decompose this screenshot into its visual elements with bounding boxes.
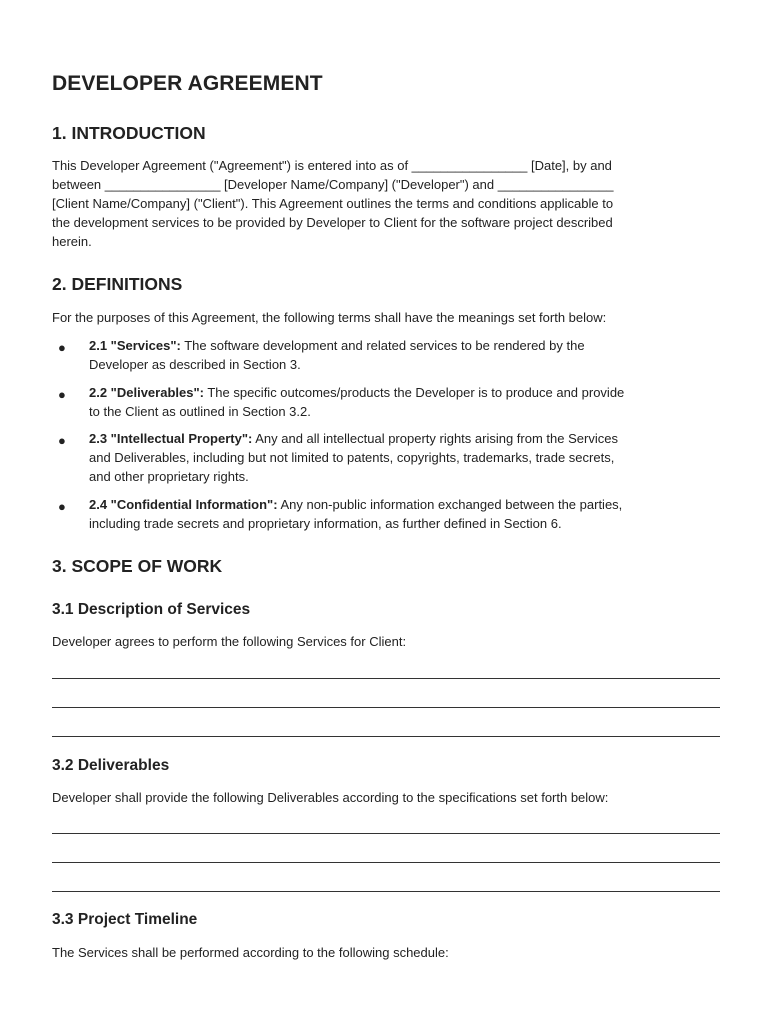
bullet-icon: ● [58, 498, 66, 514]
section-heading-definitions: 2. DEFINITIONS [52, 274, 183, 294]
definition-text: Developer as described in Section 3. [89, 357, 301, 372]
definition-term: 2.1 "Services": [89, 338, 181, 353]
section-heading-introduction: 1. INTRODUCTION [52, 123, 206, 143]
subsection-heading-deliverables: 3.2 Deliverables [52, 757, 170, 774]
definition-term: 2.2 "Deliverables": [89, 384, 204, 400]
definitions-lead: For the purposes of this Agreement, the following terms shall have the meanings set forth below: [52, 310, 607, 325]
subsection-heading-project-timeline: 3.3 Project Timeline [52, 911, 198, 928]
intro-line: between ________________ [Developer Name/Company] ("Developer") and ________________ [52, 177, 614, 192]
definition-item-deliverables [52, 383, 720, 421]
services-blank-line[interactable] [52, 666, 720, 679]
services-lead: Developer agrees to perform the following Services for Client: [52, 634, 407, 649]
bullet-icon: ● [58, 340, 66, 355]
services-blank-line[interactable] [52, 695, 720, 708]
intro-line: This Developer Agreement ("Agreement") is entered into as of ________________ [Date], by and [52, 158, 612, 173]
deliverables-blank-line[interactable] [52, 879, 720, 892]
deliverables-blank-line[interactable] [52, 850, 720, 863]
section-heading-scope-of-work: 3. SCOPE OF WORK [52, 556, 223, 576]
definition-text: Any and all intellectual property rights arising from the Services [252, 431, 618, 446]
intro-line: [Client Name/Company] ("Client"). This Agreement outlines the terms and conditions applicable to [52, 196, 614, 211]
definition-item-confidential-information [52, 495, 720, 533]
definition-text: The software development and related services to be rendered by the [180, 338, 585, 353]
definition-text: to the Client as outlined in Section 3.2. [89, 403, 311, 419]
definition-term: 2.4 "Confidential Information": [89, 496, 278, 512]
deliverables-blank-line[interactable] [52, 821, 720, 834]
definition-item-intellectual-property [52, 429, 720, 486]
document-title: DEVELOPER AGREEMENT [52, 72, 323, 95]
definition-text: and other proprietary rights. [89, 469, 249, 484]
services-blank-line[interactable] [52, 724, 720, 737]
subsection-heading-description-of-services: 3.1 Description of Services [52, 601, 251, 618]
bullet-icon: ● [58, 386, 66, 402]
bullet-icon: ● [58, 433, 66, 448]
deliverables-lead: Developer shall provide the following Deliverables according to the specifications set forth below: [52, 790, 609, 805]
timeline-lead: The Services shall be performed according to the following schedule: [52, 945, 449, 960]
definition-text: including trade secrets and proprietary information, as further defined in Section 6. [89, 515, 562, 531]
definition-term: 2.3 "Intellectual Property": [89, 431, 253, 446]
definition-text: Any non-public information exchanged between the parties, [277, 496, 623, 512]
intro-line: herein. [52, 234, 92, 249]
definition-text: The specific outcomes/products the Developer is to produce and provide [203, 384, 625, 400]
definition-text: and Deliverables, including but not limited to patents, copyrights, trademarks, trade secrets, [89, 450, 615, 465]
intro-line: the development services to be provided by Developer to Client for the software project described [52, 215, 613, 230]
definitions-list [52, 336, 720, 541]
definition-item-services [52, 336, 720, 374]
introduction-paragraph [52, 156, 720, 251]
